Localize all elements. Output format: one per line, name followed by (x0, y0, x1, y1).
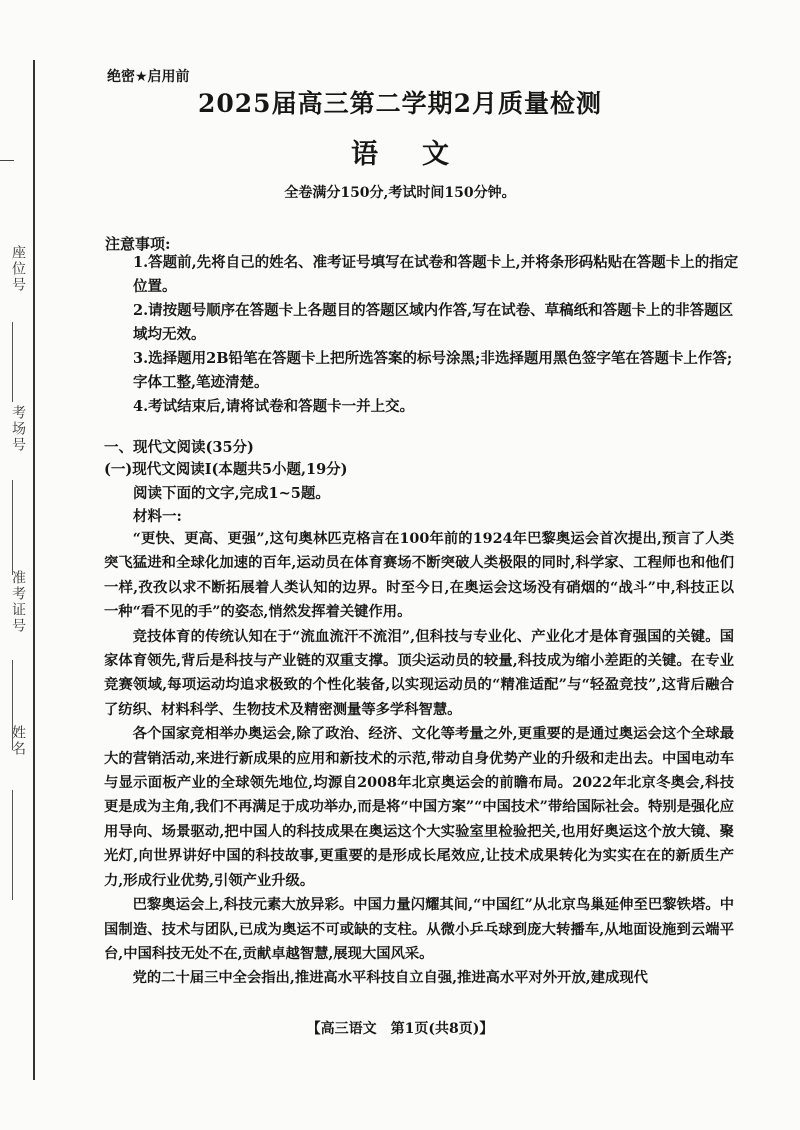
exam-title: 2025届高三第二学期2月质量检测 (198, 89, 602, 118)
notice-item: 4.考试结束后,请将试卷和答题卡一并上交。 (133, 398, 415, 415)
article-paragraph: 党的二十届三中全会指出,推进高水平科技自立自强,推进高水平对外开放,建成现代 (132, 970, 648, 987)
exam-room-line (12, 480, 13, 575)
notice-item: 1.答题前,先将自己的姓名、准考证号填写在试卷和答题卡上,并将条形码粘贴在答题卡上的指定位置。 (133, 254, 739, 295)
confidential-mark: 绝密★启用前 (107, 69, 190, 85)
article-paragraph: 各个国家竞相举办奥运会,除了政治、经济、文化等考量之外,更重要的是通过奥运会这个全球最大的营销活动,来进行新成果的应用和新技术的示范,带动自身优势产业的升级和走出去。中国电动车与显示面板产业的全球领先地位,均源自2008年北京奥运会的前瞻布局。2022年北京冬奥会,科技更是成为主角,我们不再满足于成功举办,而是将“中国方案”“中国技术”带给国际社会。特别是强化应用导向、场景驱动,把中国人的科技成果在奥运这个大实验室里检验把关,也用好奥运这个放大镜、聚光灯,向世界讲好中国的科技故事,更重要的是形成长尾效应,让技术成果转化为实实在在的新质生产力,形成行业优势,引领产业升级。 (104, 726, 734, 889)
notices-list (133, 251, 743, 419)
binding-line (33, 60, 35, 1080)
name-line (12, 790, 13, 900)
exam-room-label: 考场号 (10, 405, 26, 453)
seat-number-label: 座位号 (10, 245, 26, 293)
subject-title: 语文 (351, 139, 493, 170)
page-footer: 【高三语文 第1页(共8页)】 (306, 1021, 494, 1037)
binding-margin (0, 60, 40, 1080)
article-paragraph: 巴黎奥运会上,科技元素大放异彩。中国力量闪耀其间,“中国红”从北京鸟巢延伸至巴黎铁塔。中国制造、技术与团队,已成为奥运不可或缺的支柱。从微小乒乓球到庞大转播车,从地面设施到云端平台,中国科技无处不在,贡献卓越智慧,展现大国风采。 (104, 897, 734, 962)
material-label: 材料一: (133, 508, 182, 525)
admission-number-label: 准考证号 (10, 570, 26, 634)
article-paragraph: 竞技体育的传统认知在于“流血流汗不流泪”,但科技与专业化、产业化才是体育强国的关键。国家体育领先,背后是科技与产业链的双重支撑。顶尖运动员的较量,科技成为缩小差距的关键。在专业竞赛领域,每项运动均追求极致的个性化装备,以实现运动员的“精准适配”与“轻盈竞技”,这背后融合了纺织、材料科学、生物技术及精密测量等多学科智慧。 (104, 628, 734, 718)
notice-item: 3.选择题用2B铅笔在答题卡上把所选答案的标号涂黑;非选择题用黑色签字笔在答题卡上作答;字体工整,笔迹清楚。 (133, 350, 733, 391)
seat-number-line (12, 322, 13, 402)
notice-item: 2.请按题号顺序在答题卡上各题目的答题区域内作答,写在试卷、草稿纸和答题卡上的非答题区域均无效。 (133, 302, 734, 343)
reading-instruction: 阅读下面的文字,完成1~5题。 (133, 485, 330, 502)
article-paragraph: “更快、更高、更强”,这句奥林匹克格言在100年前的1924年巴黎奥运会首次提出,预言了人类突飞猛进和全球化加速的百年,运动员在体育赛场不断突破人类极限的同时,科学家、工程师也和他们一样,孜孜以求不断拓展着人类认知的边界。时至今日,在奥运会这场没有硝烟的“战斗”中,科技正以一种“看不见的手”的姿态,悄然发挥着关键作用。 (104, 531, 734, 621)
subsection-heading: (一)现代文阅读Ⅰ(本题共5小题,19分) (104, 461, 348, 478)
section-heading: 一、现代文阅读(35分) (104, 439, 254, 456)
notices-heading: 注意事项: (105, 235, 171, 253)
article-body (104, 527, 734, 991)
name-label: 姓名 (10, 725, 26, 757)
score-time-line: 全卷满分150分,考试时间150分钟。 (284, 185, 516, 201)
